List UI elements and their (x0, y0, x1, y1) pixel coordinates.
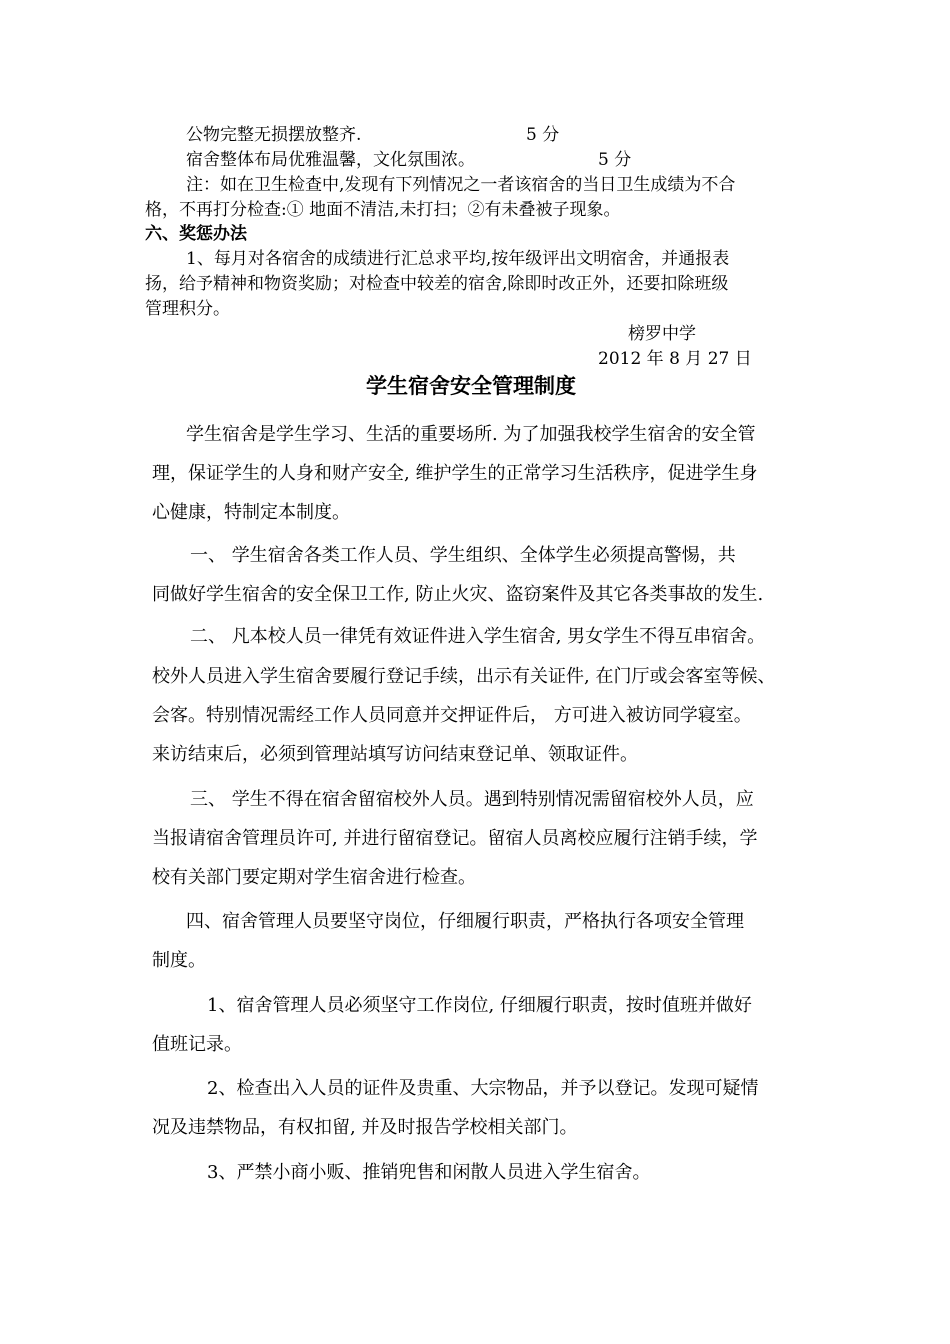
document-title: 学生宿舍安全管理制度 (366, 374, 576, 398)
text-line: 四、宿舍管理人员要坚守岗位，仔细履行职责，严格执行各项安全管理 (186, 911, 744, 932)
text-line: 2、检查出入人员的证件及贵重、大宗物品，并予以登记。发现可疑情 (207, 1078, 759, 1099)
text-line: 二、 凡本校人员一律凭有效证件进入学生宿舍, 男女学生不得互串宿舍。 (190, 626, 766, 647)
text-line: 公物完整无损摆放整齐. (186, 125, 362, 145)
text-line: 管理积分。 (145, 299, 230, 319)
text-line: 一、 学生宿舍各类工作人员、学生组织、全体学生必须提高警惕，共 (190, 545, 736, 566)
text-line: 况及违禁物品，有权扣留, 并及时报告学校相关部门。 (152, 1117, 578, 1138)
school-signature: 榜罗中学 (628, 324, 696, 344)
text-line: 校有关部门要定期对学生宿舍进行检查。 (152, 867, 476, 888)
section-heading: 六、奖惩办法 (145, 224, 247, 244)
text-line: 会客。特别情况需经工作人员同意并交押证件后， 方可进入被访同学寝室。 (152, 705, 752, 726)
text-line: 校外人员进入学生宿舍要履行登记手续，出示有关证件, 在门厅或会客室等候、 (152, 666, 776, 687)
text-line: 同做好学生宿舍的安全保卫工作, 防止火灾、盗窃案件及其它各类事故的发生. (152, 584, 764, 605)
text-line: 理，保证学生的人身和财产安全, 维护学生的正常学习生活秩序，促进学生身 (152, 463, 758, 484)
text-line: 格，不再打分检查:① 地面不清洁,未打扫；②有未叠被子现象。 (145, 200, 621, 220)
text-line: 注：如在卫生检查中,发现有下列情况之一者该宿舍的当日卫生成绩为不合 (186, 175, 736, 195)
text-line: 学生宿舍是学生学习、生活的重要场所. 为了加强我校学生宿舍的安全管 (186, 424, 756, 445)
text-line: 3、严禁小商小贩、推销兜售和闲散人员进入学生宿舍。 (207, 1162, 651, 1183)
text-line: 扬，给予精神和物资奖励；对检查中较差的宿舍,除即时改正外，还要扣除班级 (145, 274, 729, 294)
text-line: 制度。 (152, 950, 206, 971)
text-line: 当报请宿舍管理员许可, 并进行留宿登记。留宿人员离校应履行注销手续，学 (152, 828, 758, 849)
signature-date: 2012 年 8 月 27 日 (598, 349, 752, 369)
text-line: 宿舍整体布局优雅温馨，文化氛围浓。 (186, 150, 475, 170)
text-line: 来访结束后，必须到管理站填写访问结束登记单、领取证件。 (152, 744, 638, 765)
text-line: 三、 学生不得在宿舍留宿校外人员。遇到特别情况需留宿校外人员，应 (190, 789, 754, 810)
text-line: 值班记录。 (152, 1034, 242, 1055)
score-value: 5 分 (526, 125, 560, 145)
text-line: 1、宿舍管理人员必须坚守工作岗位, 仔细履行职责，按时值班并做好 (207, 995, 752, 1016)
score-value: 5 分 (598, 150, 632, 170)
text-line: 1、每月对各宿舍的成绩进行汇总求平均,按年级评出文明宿舍，并通报表 (186, 249, 730, 269)
text-line: 心健康，特制定本制度。 (152, 502, 350, 523)
